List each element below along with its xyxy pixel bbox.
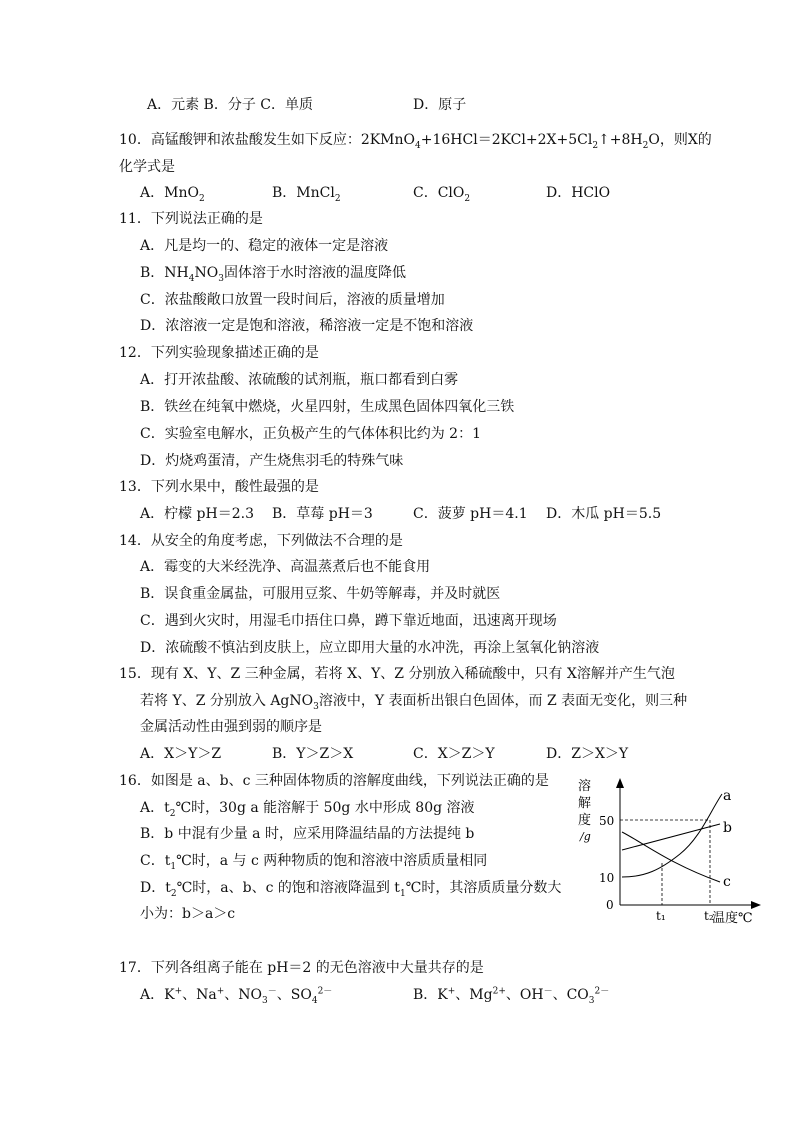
q16-option-b: B．b 中混有少量 a 时，应采用降温结晶的方法提纯 b xyxy=(140,826,475,842)
curve-c-label: c xyxy=(723,874,731,890)
q15-option-b: B．Y＞Z＞X xyxy=(272,746,354,762)
q10-stem-cont: 化学式是 xyxy=(119,159,175,175)
graph-x-label: 温度℃ xyxy=(712,911,753,926)
q10-option-d: D．HClO xyxy=(546,185,611,201)
q10-stem: 10．高锰酸钾和浓盐酸发生如下反应：$2KMnO_4+16HCl=2KCl+2X+5Cl_2↑+8H_2O$，则X的 xyxy=(119,132,712,151)
graph-origin: 0 xyxy=(606,898,614,912)
q16-stem: 16．如图是 a、b、c 三种固体物质的溶解度曲线，下列说法正确的是 xyxy=(119,773,549,789)
q12-option-a: A．打开浓盐酸、浓硫酸的试剂瓶，瓶口都看到白雾 xyxy=(140,372,459,388)
q14-option-b: B．误食重金属盐，可服用豆浆、牛奶等解毒，并及时就医 xyxy=(140,586,501,602)
q12-option-c: C．实验室电解水，正负极产生的气体体积比约为 2：1 xyxy=(140,426,481,442)
q9-option-d: D．原子 xyxy=(413,97,467,113)
curve-a xyxy=(622,794,722,877)
q13-option-c: C．菠萝 pH＝4.1 xyxy=(413,506,528,522)
q13-option-a: A．柠檬 pH＝2.3 xyxy=(140,506,254,522)
graph-y-label-4: /g xyxy=(580,830,591,843)
q11-option-c: C．浓盐酸敞口放置一段时间后，溶液的质量增加 xyxy=(140,292,445,308)
q16-option-d-cont: 小为：b＞a＞c xyxy=(140,906,236,922)
curve-b xyxy=(622,824,720,850)
curve-b-label: b xyxy=(723,820,732,836)
curve-a-label: a xyxy=(723,788,732,804)
q13-option-d: D．木瓜 pH＝5.5 xyxy=(546,506,662,522)
q14-option-c: C．遇到火灾时，用湿毛巾捂住口鼻，蹲下靠近地面，迅速离开现场 xyxy=(140,613,557,629)
q17-option-b: B．K+、$Mg^{2+}$、OH－、$CO_3^{2-}$ xyxy=(413,986,610,1006)
graph-t1-label: t₁ xyxy=(656,909,666,923)
graph-y-label-2: 解 xyxy=(578,796,592,811)
curve-c xyxy=(622,832,720,882)
q15-option-c: C．X＞Z＞Y xyxy=(413,746,495,762)
solubility-curve-graph xyxy=(570,772,770,932)
q13-stem: 13．下列水果中，酸性最强的是 xyxy=(119,479,319,495)
q12-option-b: B．铁丝在纯氧中燃烧，火星四射，生成黑色固体四氧化三铁 xyxy=(140,399,515,415)
graph-tick-10: 10 xyxy=(599,871,615,885)
q15-option-a: A．X＞Y＞Z xyxy=(140,746,222,762)
q14-stem: 14．从安全的角度考虑，下列做法不合理的是 xyxy=(119,533,403,549)
q16-option-d: D．$t_2℃$时，a、b、c 的饱和溶液降温到 $t_1℃$时，其溶质质量分数大 xyxy=(140,880,562,899)
graph-x-arrow xyxy=(751,901,761,909)
q15-stem-cont2: 金属活动性由强到弱的顺序是 xyxy=(140,719,322,735)
q9-option-abc: A．元素 B．分子 C．单质 xyxy=(147,97,314,113)
q11-option-b: B．$NH_4NO_3$固体溶于水时溶液的温度降低 xyxy=(140,265,406,284)
q14-option-d: D．浓硫酸不慎沾到皮肤上，应立即用大量的水冲洗，再涂上氢氧化钠溶液 xyxy=(140,640,600,656)
q11-option-a: A．凡是均一的、稳定的液体一定是溶液 xyxy=(140,238,389,254)
q15-stem-cont: 若将 Y、Z 分别放入 AgNO$_3$溶液中，Y 表面析出银白色固体，而 Z 表面无变化，则三种 xyxy=(140,693,688,712)
q15-stem: 15．现有 X、Y、Z 三种金属，若将 X、Y、Z 分别放入稀硫酸中，只有 X溶解并产生气泡 xyxy=(119,666,675,682)
q13-option-b: B．草莓 pH＝3 xyxy=(272,506,373,522)
q16-option-c: C．$t_1℃$时，a 与 c 两种物质的饱和溶液中溶质质量相同 xyxy=(140,853,488,872)
graph-y-arrow xyxy=(616,778,624,788)
q17-stem: 17．下列各组离子能在 pH＝2 的无色溶液中大量共存的是 xyxy=(119,960,484,976)
q11-stem: 11．下列说法正确的是 xyxy=(119,211,263,227)
q14-option-a: A．霉变的大米经洗净、高温蒸煮后也不能食用 xyxy=(140,559,431,575)
q12-stem: 12．下列实验现象描述正确的是 xyxy=(119,345,319,361)
q10-option-a: A．MnO$_2$ xyxy=(140,185,205,204)
q10-option-b: B．MnCl$_2$ xyxy=(272,185,341,204)
q16-option-a: A．$t_2℃$时，30g a 能溶解于 50g 水中形成 80g 溶液 xyxy=(140,800,475,819)
graph-tick-50: 50 xyxy=(599,814,615,828)
graph-t2-label: t₂ xyxy=(704,909,714,923)
q15-option-d: D．Z＞X＞Y xyxy=(546,746,629,762)
q10-option-c: C．ClO$_2$ xyxy=(413,185,471,204)
q11-option-d: D．浓溶液一定是饱和溶液，稀溶液一定是不饱和溶液 xyxy=(140,318,474,334)
q12-option-d: D．灼烧鸡蛋清，产生烧焦羽毛的特殊气味 xyxy=(140,453,404,469)
graph-y-label-1: 溶 xyxy=(578,779,592,794)
graph-y-label-3: 度 xyxy=(578,813,592,828)
q17-option-a: A．K+、Na+、$NO_3^-$、$SO_4^{2-}$ xyxy=(140,986,333,1006)
